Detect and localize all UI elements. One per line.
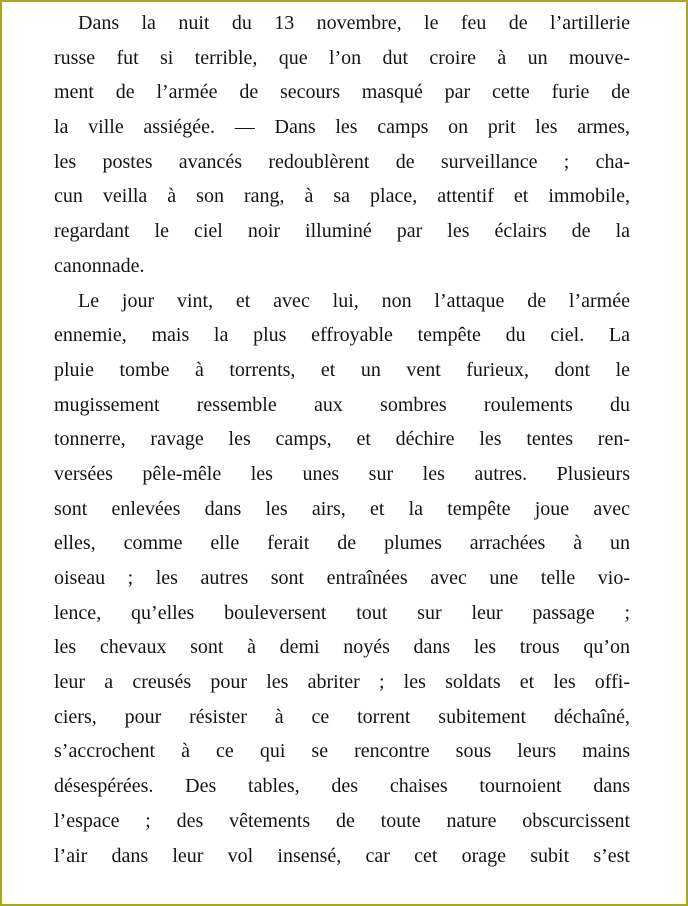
text-line: russe fut si terrible, que l’on dut croire à un mouve- bbox=[54, 46, 630, 69]
text-line: lence, qu’elles bouleversent tout sur leur passage ; bbox=[54, 601, 630, 624]
text-line: s’accrochent à ce qui se rencontre sous leurs mains bbox=[54, 740, 630, 763]
text-line: Dans la nuit du 13 novembre, le feu de l’artillerie bbox=[78, 12, 630, 34]
text-line: mugissement ressemble aux sombres roulements du bbox=[54, 393, 630, 416]
text-line: regardant le ciel noir illuminé par les éclairs de la bbox=[54, 220, 630, 243]
text-line: elles, comme elle ferait de plumes arrachées à un bbox=[54, 532, 630, 555]
text-line: versées pêle-mêle les unes sur les autres. Plusieurs bbox=[54, 462, 630, 485]
text-line: l’air dans leur vol insensé, car cet orage subit s’est bbox=[54, 844, 630, 867]
text-line: ment de l’armée de secours masqué par cette furie de bbox=[54, 81, 630, 104]
text-line: sont enlevées dans les airs, et la tempête joue avec bbox=[54, 497, 630, 520]
text-line: l’espace ; des vêtements de toute nature obscurcissent bbox=[54, 809, 630, 832]
text-line: désespérées. Des tables, des chaises tournoient dans bbox=[54, 775, 630, 798]
text-line: la ville assiégée. — Dans les camps on prit les armes, bbox=[54, 116, 630, 139]
text-line: ennemie, mais la plus effroyable tempête du ciel. La bbox=[54, 324, 630, 347]
paragraph-2 bbox=[54, 284, 630, 874]
text-line: les postes avancés redoublèrent de surveillance ; cha- bbox=[54, 150, 630, 173]
text-line: ciers, pour résister à ce torrent subitement déchaîné, bbox=[54, 705, 630, 728]
text-line: Le jour vint, et avec lui, non l’attaque de l’armée bbox=[78, 289, 630, 312]
text-line: tonnerre, ravage les camps, et déchire les tentes ren- bbox=[54, 428, 630, 451]
text-line: oiseau ; les autres sont entraînées avec une telle vio- bbox=[54, 567, 630, 589]
text-line: pluie tombe à torrents, et un vent furieux, dont le bbox=[54, 358, 630, 381]
text-line: les chevaux sont à demi noyés dans les trous qu’on bbox=[54, 636, 630, 659]
text-line: cun veilla à son rang, à sa place, attentif et immobile, bbox=[54, 185, 630, 208]
page-text bbox=[54, 6, 630, 873]
paragraph-1 bbox=[54, 6, 630, 284]
text-line: leur a creusés pour les abriter ; les soldats et les offi- bbox=[54, 671, 630, 694]
text-line: canonnade. bbox=[54, 254, 145, 277]
